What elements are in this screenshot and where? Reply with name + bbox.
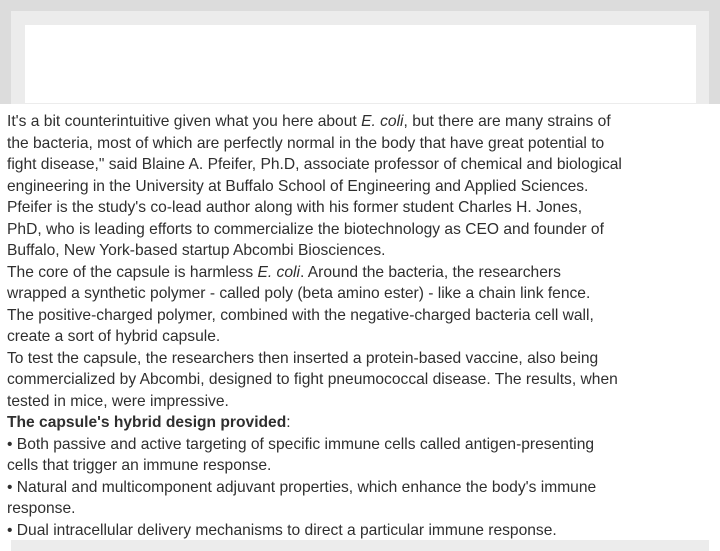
text-run: It's a bit counterintuitive given what you here about bbox=[7, 113, 362, 130]
text-run: Buffalo, New York-based startup Abcombi Biosciences. bbox=[7, 242, 386, 259]
slide-body-text bbox=[7, 111, 719, 541]
text-run: The core of the capsule is harmless bbox=[7, 263, 258, 281]
text-line bbox=[7, 391, 719, 413]
text-line bbox=[7, 133, 719, 155]
text-line bbox=[7, 434, 719, 456]
text-run: engineering in the University at Buffalo School of Engineering and Applied Sciences. bbox=[7, 177, 589, 195]
text-line bbox=[7, 477, 719, 499]
text-line bbox=[7, 455, 719, 477]
text-line bbox=[7, 369, 719, 391]
text-run: • Both passive and active targeting of specific immune cells called antigen-presenting bbox=[7, 435, 595, 453]
text-line bbox=[7, 326, 719, 348]
text-line bbox=[7, 348, 719, 370]
text-run: , but there are many strains of bbox=[403, 113, 611, 130]
italic-run: E. coli bbox=[257, 263, 300, 281]
text-run: create a sort of hybrid capsule. bbox=[7, 328, 221, 345]
text-line bbox=[7, 111, 719, 133]
text-line bbox=[7, 305, 719, 327]
text-run: fight disease," said Blaine A. Pfeifer, Ph.D, associate professor of chemical and biological bbox=[7, 156, 622, 173]
text-run: PhD, who is leading efforts to commercialize the biotechnology as CEO and founder of bbox=[7, 220, 604, 238]
text-run: commercialized by Abcombi, designed to fight pneumococcal disease. The results, when bbox=[7, 371, 618, 388]
text-run: The positive-charged polymer, combined with the negative-charged bacteria cell wall, bbox=[7, 306, 594, 324]
text-line bbox=[7, 498, 719, 520]
text-line bbox=[7, 154, 719, 176]
text-run: response. bbox=[7, 500, 76, 517]
text-run: : bbox=[286, 414, 291, 431]
text-run: • Natural and multicomponent adjuvant properties, which enhance the body's immune bbox=[7, 478, 597, 496]
text-run: wrapped a synthetic polymer - called poly (beta amino ester) - like a chain link fence. bbox=[7, 285, 591, 302]
text-line bbox=[7, 219, 719, 241]
text-run: cells that trigger an immune response. bbox=[7, 457, 272, 474]
text-run: the bacteria, most of which are perfectly normal in the body that have great potential to bbox=[7, 134, 605, 152]
text-run: . Around the bacteria, the researchers bbox=[299, 263, 561, 281]
bold-run: The capsule's hybrid design provided bbox=[7, 414, 287, 431]
text-run: Pfeifer is the study's co-lead author along with his former student Charles H. Jones, bbox=[7, 199, 583, 216]
text-run: tested in mice, were impressive. bbox=[7, 392, 229, 410]
text-run: To test the capsule, the researchers then inserted a protein-based vaccine, also being bbox=[7, 349, 599, 367]
text-line bbox=[7, 176, 719, 198]
title-placeholder bbox=[25, 25, 696, 103]
italic-run: E. coli bbox=[361, 113, 404, 130]
text-line bbox=[7, 262, 719, 284]
text-run: • Dual intracellular delivery mechanisms to direct a particular immune response. bbox=[7, 521, 557, 539]
text-line bbox=[7, 412, 719, 434]
text-line bbox=[7, 197, 719, 219]
text-line bbox=[7, 520, 719, 542]
text-line bbox=[7, 240, 719, 262]
text-line bbox=[7, 283, 719, 305]
